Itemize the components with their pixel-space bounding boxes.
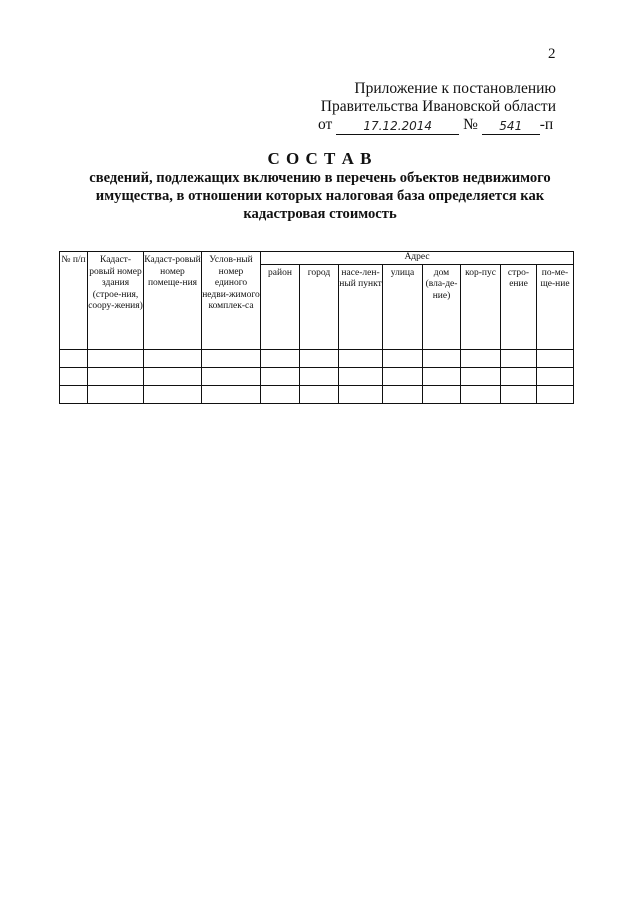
from-label: от <box>318 116 333 133</box>
table-cell <box>423 367 461 385</box>
col-header-settlement: насе-лен-ный пункт <box>339 264 383 349</box>
document-title: С О С Т А В <box>267 149 373 168</box>
table-row <box>60 349 574 367</box>
col-header-num: № п/п <box>60 252 88 350</box>
col-header-address: Адрес <box>261 252 574 265</box>
col-header-room-cadastral: Кадаст-ровый номер помеще-ния <box>144 252 202 350</box>
table-cell <box>144 367 202 385</box>
header-line-1: Приложение к постановлению <box>354 80 556 97</box>
table-cell <box>501 367 537 385</box>
table-cell <box>383 367 423 385</box>
table-cell <box>261 367 300 385</box>
col-header-district: район <box>261 264 300 349</box>
table-cell <box>423 349 461 367</box>
table-cell <box>88 367 144 385</box>
col-header-city: город <box>300 264 339 349</box>
header-line-2: Правительства Ивановской области <box>320 98 556 115</box>
table-cell <box>88 349 144 367</box>
col-header-house: дом (вла-де-ние) <box>423 264 461 349</box>
col-header-structure: стро-ение <box>501 264 537 349</box>
col-header-street: улица <box>383 264 423 349</box>
table-cell <box>537 385 574 403</box>
document-subtitle: сведений, подлежащих включению в перечень объектов недвижимого имущества, в отношении которых налоговая база определяется как кадастровая стоимость <box>89 170 551 222</box>
table-row <box>60 367 574 385</box>
table-cell <box>261 349 300 367</box>
page-number: 2 <box>548 46 556 62</box>
table-cell <box>144 349 202 367</box>
table-cell <box>501 385 537 403</box>
col-header-complex-number: Услов-ный номер единого недви-жимого комплек-са <box>202 252 261 350</box>
header-date-number-line <box>318 116 568 135</box>
table-cell <box>60 349 88 367</box>
table-cell <box>423 385 461 403</box>
number-label: № <box>463 116 478 133</box>
objects-table <box>59 251 574 404</box>
table-cell <box>202 385 261 403</box>
handwritten-number: 541 <box>499 119 523 133</box>
table-cell <box>88 385 144 403</box>
col-header-premises: по-ме-ще-ние <box>537 264 574 349</box>
number-field <box>482 116 540 135</box>
col-header-building-cadastral: Кадаст-ровый номер здания (строе-ния, соору-жения) <box>88 252 144 350</box>
table-cell <box>537 367 574 385</box>
table-cell <box>461 367 501 385</box>
table-cell <box>300 385 339 403</box>
date-field <box>336 116 459 135</box>
table-cell <box>501 349 537 367</box>
table-cell <box>202 349 261 367</box>
table-cell <box>383 385 423 403</box>
table-cell <box>383 349 423 367</box>
table-cell <box>60 367 88 385</box>
table-cell <box>339 385 383 403</box>
handwritten-date: 17.12.2014 <box>363 119 433 133</box>
table-cell <box>261 385 300 403</box>
table-row <box>60 385 574 403</box>
number-suffix: -п <box>539 116 554 133</box>
table-cell <box>339 367 383 385</box>
table-cell <box>202 367 261 385</box>
header-row-1 <box>60 252 574 265</box>
table-cell <box>300 349 339 367</box>
table-cell <box>144 385 202 403</box>
table-cell <box>537 349 574 367</box>
table-cell <box>461 385 501 403</box>
table-cell <box>60 385 88 403</box>
col-header-corpus: кор-пус <box>461 264 501 349</box>
table-cell <box>461 349 501 367</box>
table-cell <box>300 367 339 385</box>
table-cell <box>339 349 383 367</box>
